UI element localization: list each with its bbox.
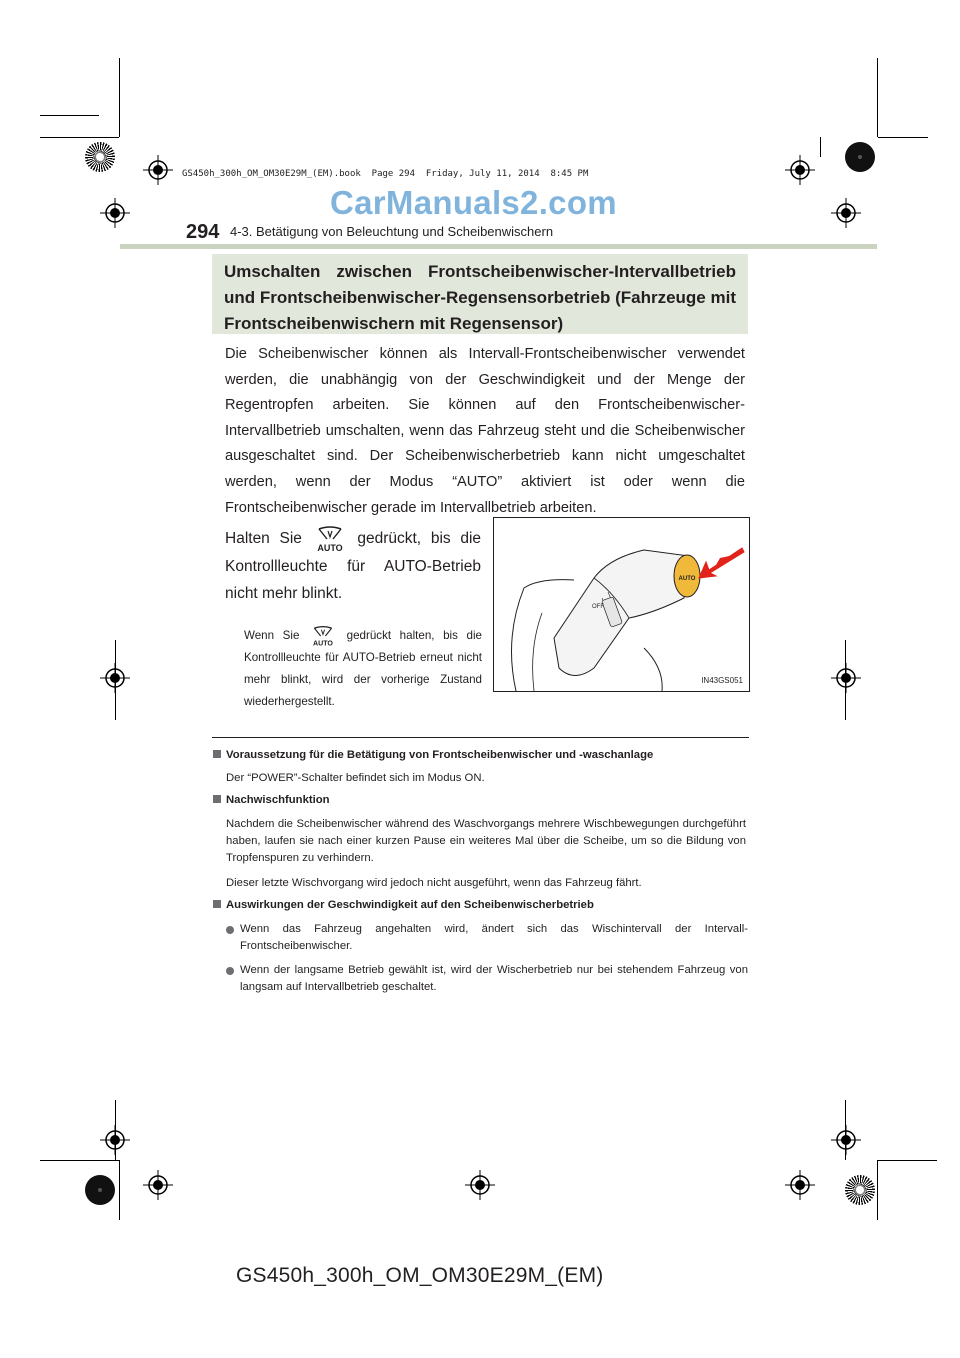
page-number: 294	[186, 221, 220, 243]
color-target-icon	[845, 142, 875, 172]
color-target-icon	[85, 1175, 115, 1205]
wiper-lever-illustration	[494, 518, 749, 691]
note-heading-3-text: Auswirkungen der Geschwindigkeit auf den Scheibenwischerbetrieb	[226, 899, 594, 911]
instruction	[225, 525, 481, 607]
separator-rule	[212, 737, 749, 738]
round-bullet-icon	[226, 967, 234, 975]
registration-mark-icon	[831, 1125, 861, 1155]
registration-mark-icon	[143, 1170, 173, 1200]
section-body: Die Scheibenwischer können als Intervall-Frontscheibenwischer verwendet werden, die unabhängig von der Geschwindigkeit und der Menge der Regentropfen arbeiten. Sie können auf den Frontscheibenwischer-Intervallbetrieb umschalten, wenn das Fahrzeug steht und die Scheibenwischer ausgeschaltet sind. Der Scheibenwischerbetrieb kann nicht umgeschaltet werden, wenn der Modus “AUTO” aktiviert ist oder wenn die Frontscheibenwischer gerade im Intervallbetrieb arbeiten.	[225, 346, 745, 516]
knob-label: AUTO	[678, 576, 696, 582]
figure-code: IN43GS051	[701, 676, 743, 685]
registration-mark-icon	[100, 198, 130, 228]
svg-text:OFF: OFF	[592, 604, 604, 610]
square-bullet-icon	[213, 795, 221, 803]
note-heading-2-text: Nachwischfunktion	[226, 794, 330, 806]
note-before: Wenn Sie	[244, 629, 300, 643]
color-target-icon	[85, 142, 115, 172]
color-target-icon	[845, 1175, 875, 1205]
round-bullet-icon	[226, 926, 234, 934]
note-heading-3	[213, 899, 753, 911]
registration-mark-icon	[785, 155, 815, 185]
watermark: CarManuals2.com	[330, 184, 617, 221]
registration-mark-icon	[143, 155, 173, 185]
header-rule	[120, 244, 877, 249]
instruction-note	[244, 625, 482, 713]
section-heading: Umschalten zwischen Frontscheibenwischer-Intervallbetrieb und Frontscheibenwischer-Regensensorbetrieb (Fahrzeuge mit Frontscheibenwischern mit Regensensor)	[212, 254, 748, 334]
wiper-auto-icon	[315, 525, 345, 553]
note-heading-2	[213, 794, 753, 806]
note-heading-1	[213, 749, 753, 761]
registration-mark-icon	[785, 1170, 815, 1200]
wiper-switch-figure	[493, 517, 750, 692]
instruction-before: Halten Sie	[225, 530, 302, 548]
square-bullet-icon	[213, 750, 221, 758]
bullet-text-1: Wenn das Fahrzeug angehalten wird, ändert sich das Wischintervall der Intervall-Frontscheibenwischer.	[240, 923, 748, 952]
bullet-text-2: Wenn der langsame Betrieb gewählt ist, wird der Wischerbetrieb nur bei stehendem Fahrzeug von langsam auf Intervallbetrieb geschaltet.	[240, 964, 748, 993]
note-text-2b: Dieser letzte Wischvorgang wird jedoch nicht ausgeführt, wenn das Fahrzeug fährt.	[226, 877, 642, 889]
wiper-auto-label: AUTO	[316, 543, 343, 553]
note-text-2a: Nachdem die Scheibenwischer während des Waschvorgangs mehrere Wischbewegungen durchgeführt haben, laufen sie nach einer kurzen Pause ein weiteres Mal über die Scheibe, um so die Bildung von Tropfenspuren zu verhindern.	[226, 818, 746, 864]
instruction-after: gedrückt, bis die Kontrollleuchte für AUTO-Betrieb nicht mehr blinkt.	[225, 530, 482, 602]
note-text-1: Der “POWER”-Schalter befindet sich im Modus ON.	[226, 772, 485, 784]
registration-mark-icon	[100, 663, 130, 693]
registration-mark-icon	[100, 1125, 130, 1155]
note-heading-1-text: Voraussetzung für die Betätigung von Frontscheibenwischer und -waschanlage	[226, 749, 654, 761]
wiper-auto-label: AUTO	[313, 640, 333, 647]
file-stamp: GS450h_300h_OM_OM30E29M_(EM).book Page 294 Friday, July 11, 2014 8:45 PM	[182, 169, 589, 179]
registration-mark-icon	[831, 198, 861, 228]
wiper-auto-icon	[311, 625, 335, 647]
registration-mark-icon	[465, 1170, 495, 1200]
registration-mark-icon	[831, 663, 861, 693]
square-bullet-icon	[213, 900, 221, 908]
document-id: GS450h_300h_OM_OM30E29M_(EM)	[236, 1264, 604, 1287]
note-after: gedrückt halten, bis die Kontrollleuchte für AUTO-Betrieb erneut nicht mehr blinkt, wird der vorherige Zustand wiederhergestellt.	[244, 629, 482, 709]
chapter-title: 4-3. Betätigung von Beleuchtung und Scheibenwischern	[230, 224, 554, 239]
